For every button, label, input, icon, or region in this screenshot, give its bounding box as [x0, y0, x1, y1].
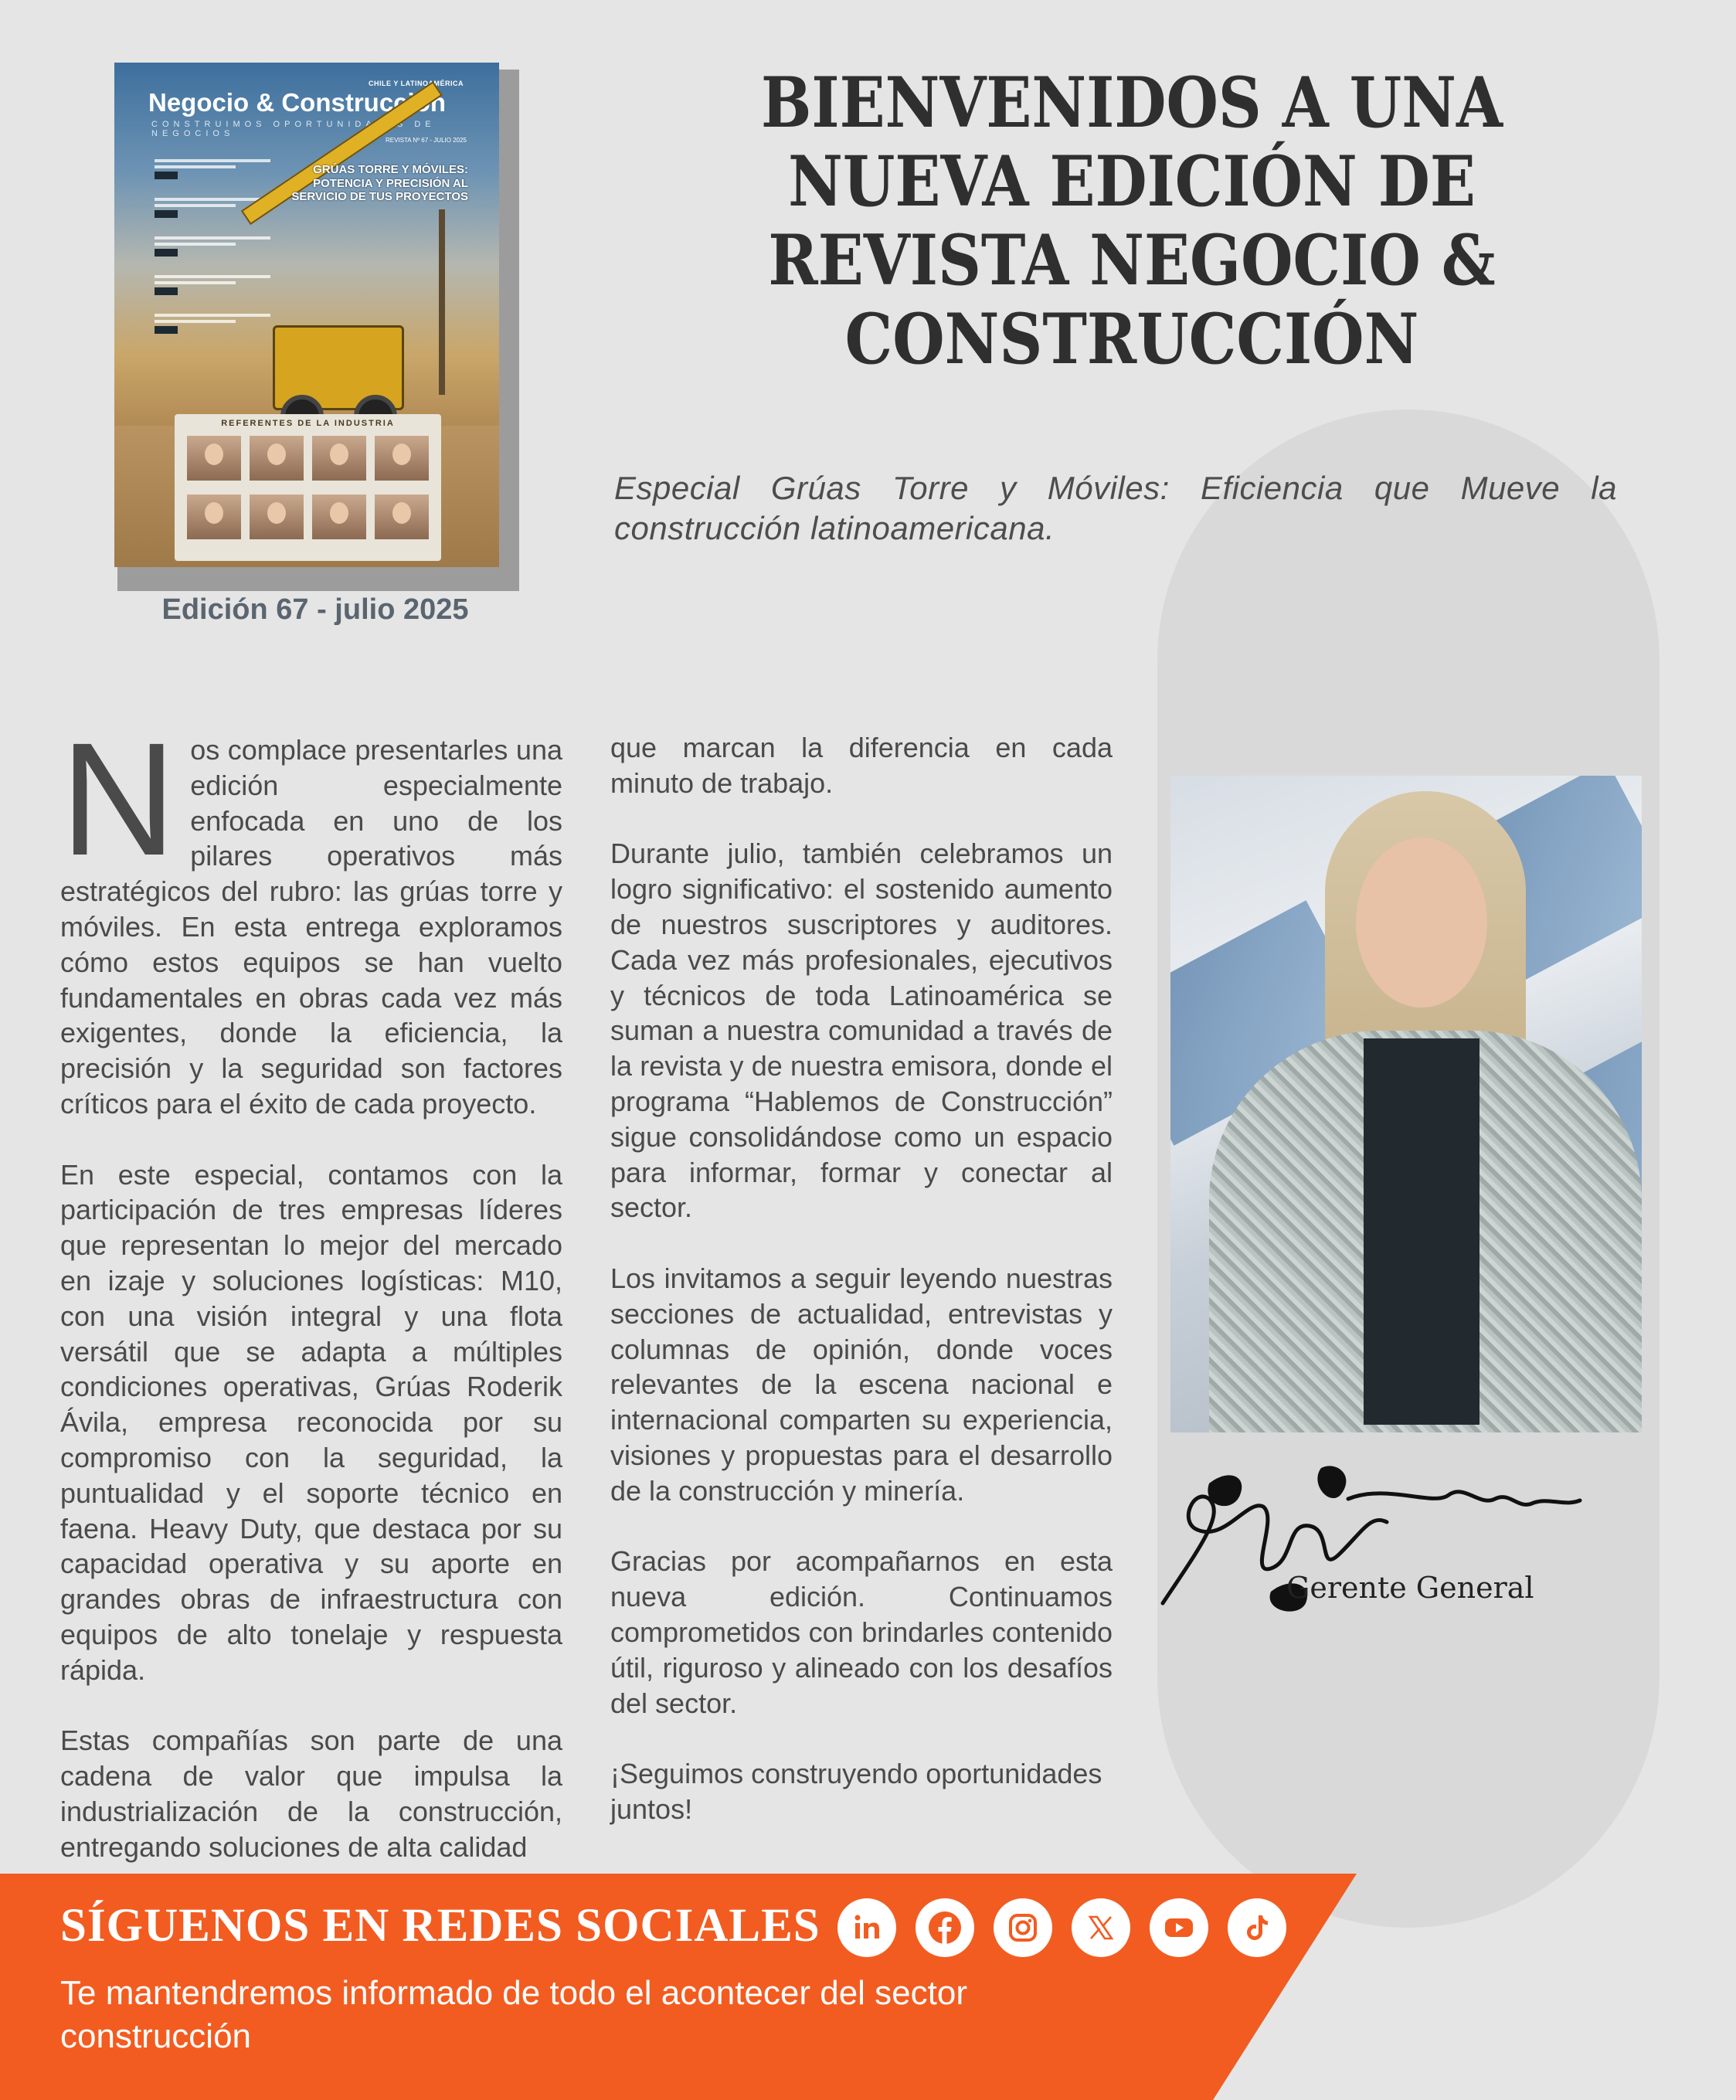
body-column-middle — [610, 730, 1113, 1863]
cover-headline: GRÚAS TORRE Y MÓVILES: POTENCIA Y PRECISIÓN AL SERVICIO DE TUS PROYECTOS — [291, 163, 468, 204]
drop-cap: N — [60, 710, 177, 889]
paragraph: En este especial, contamos con la participación de tres empresas líderes que representan lo mejor del mercado en izaje y soluciones logísticas: M10, con una visión integral y una flota versátil que se adapta a múltiples condiciones operativas, Grúas Roderik Ávila, empresa reconocida por su compromiso con la seguridad, la puntualidad y el soporte técnico en faena. Heavy Duty, que destaca por su capacidad operativa y su aporte en grandes obras de infraestructura con equipos de alto tonelaje y respuesta rápida. — [60, 1158, 562, 1686]
paragraph-text: os complace presentarles una edición especialmente enfocada en uno de los pilares operativos más estratégicos del rubro: las grúas torre y móviles. En esta entrega exploramos cómo estos equipos se han vuelto fundamentales en obras cada vez más exigentes, donde la eficiencia, la precisión y la seguridad son factores críticos para el éxito de cada proyecto. — [60, 734, 562, 1120]
referent-photo — [250, 494, 304, 539]
tiktok-icon[interactable] — [1228, 1898, 1286, 1957]
social-links — [837, 1898, 1286, 1957]
youtube-icon[interactable] — [1150, 1898, 1208, 1957]
referents-box — [175, 414, 441, 561]
signature-role: Gerente General — [1286, 1571, 1534, 1605]
edition-label: Edición 67 - julio 2025 — [161, 593, 469, 626]
inner-shirt-graphic — [1364, 1038, 1480, 1425]
paragraph: Gracias por acompañarnos en esta nueva edición. Continuamos comprometidos con brindarles contenido útil, riguroso y alineado con los desafíos del sector. — [610, 1545, 1113, 1719]
cover-toc — [155, 159, 270, 352]
paragraph: Durante julio, también celebramos un logro significativo: el sostenido aumento de nuestros suscriptores y auditores. Cada vez más profesionales, ejecutivos y técnicos de toda Latinoamérica se suman a nuestra comunidad a través de la revista y de nuestra emisora, donde el programa “Hablemos de Construcción” sigue consolidándose como un espacio para informar, formar y conectar al sector. — [610, 838, 1113, 1224]
cover-brand: Negocio & Construcción — [148, 88, 447, 117]
paragraph: que marcan la diferencia en cada minuto de trabajo. — [610, 732, 1113, 799]
page-title: BIENVENIDOS A UNA NUEVA EDICIÓN DE REVISTA NEGOCIO & CONSTRUCCIÓN — [760, 62, 1503, 380]
cover-issue: REVISTA Nº 67 - JULIO 2025 — [385, 137, 467, 144]
cover-region: CHILE Y LATINOAMÉRICA — [368, 80, 464, 87]
referents-title: REFERENTES DE LA INDUSTRIA — [221, 419, 395, 428]
facebook-icon[interactable] — [916, 1898, 974, 1957]
footer-subtext: Te mantendremos informado de todo el acontecer del sector construcción — [60, 1974, 967, 2055]
paragraph-intro — [60, 710, 562, 1122]
face-graphic — [1356, 838, 1487, 1008]
magazine-cover[interactable] — [114, 63, 499, 567]
tower-crane-graphic — [439, 209, 445, 395]
referent-photo — [187, 494, 241, 539]
referent-photo — [187, 436, 241, 481]
paragraph: Estas compañías son parte de una cadena de valor que impulsa la industrialización de la construcción, entregando soluciones de alta calidad — [60, 1725, 562, 1863]
subtitle: Especial Grúas Torre y Móviles: Eficiencia que Mueve la construcción latinoamericana. — [614, 470, 1617, 546]
instagram-icon[interactable] — [994, 1898, 1052, 1957]
manager-photo — [1170, 776, 1642, 1432]
x-icon[interactable] — [1072, 1898, 1130, 1957]
body-column-left — [60, 710, 562, 1900]
referent-photo — [375, 494, 429, 539]
linkedin-icon[interactable] — [837, 1898, 896, 1957]
referent-photo — [312, 494, 366, 539]
referent-photo — [375, 436, 429, 481]
follow-heading: SÍGUENOS EN REDES SOCIALES — [60, 1900, 820, 1952]
paragraph: ¡Seguimos construyendo oportunidades juntos! — [610, 1758, 1102, 1825]
referent-photo — [312, 436, 366, 481]
referent-photo — [250, 436, 304, 481]
cover-tagline: CONSTRUIMOS OPORTUNIDADES DE NEGOCIOS — [151, 120, 436, 138]
paragraph: Los invitamos a seguir leyendo nuestras secciones de actualidad, entrevistas y columnas de opinión, donde voces relevantes de la escena nacional e internacional comparten su experiencia, visiones y propuestas para el desarrollo de la construcción y minería. — [610, 1262, 1113, 1507]
